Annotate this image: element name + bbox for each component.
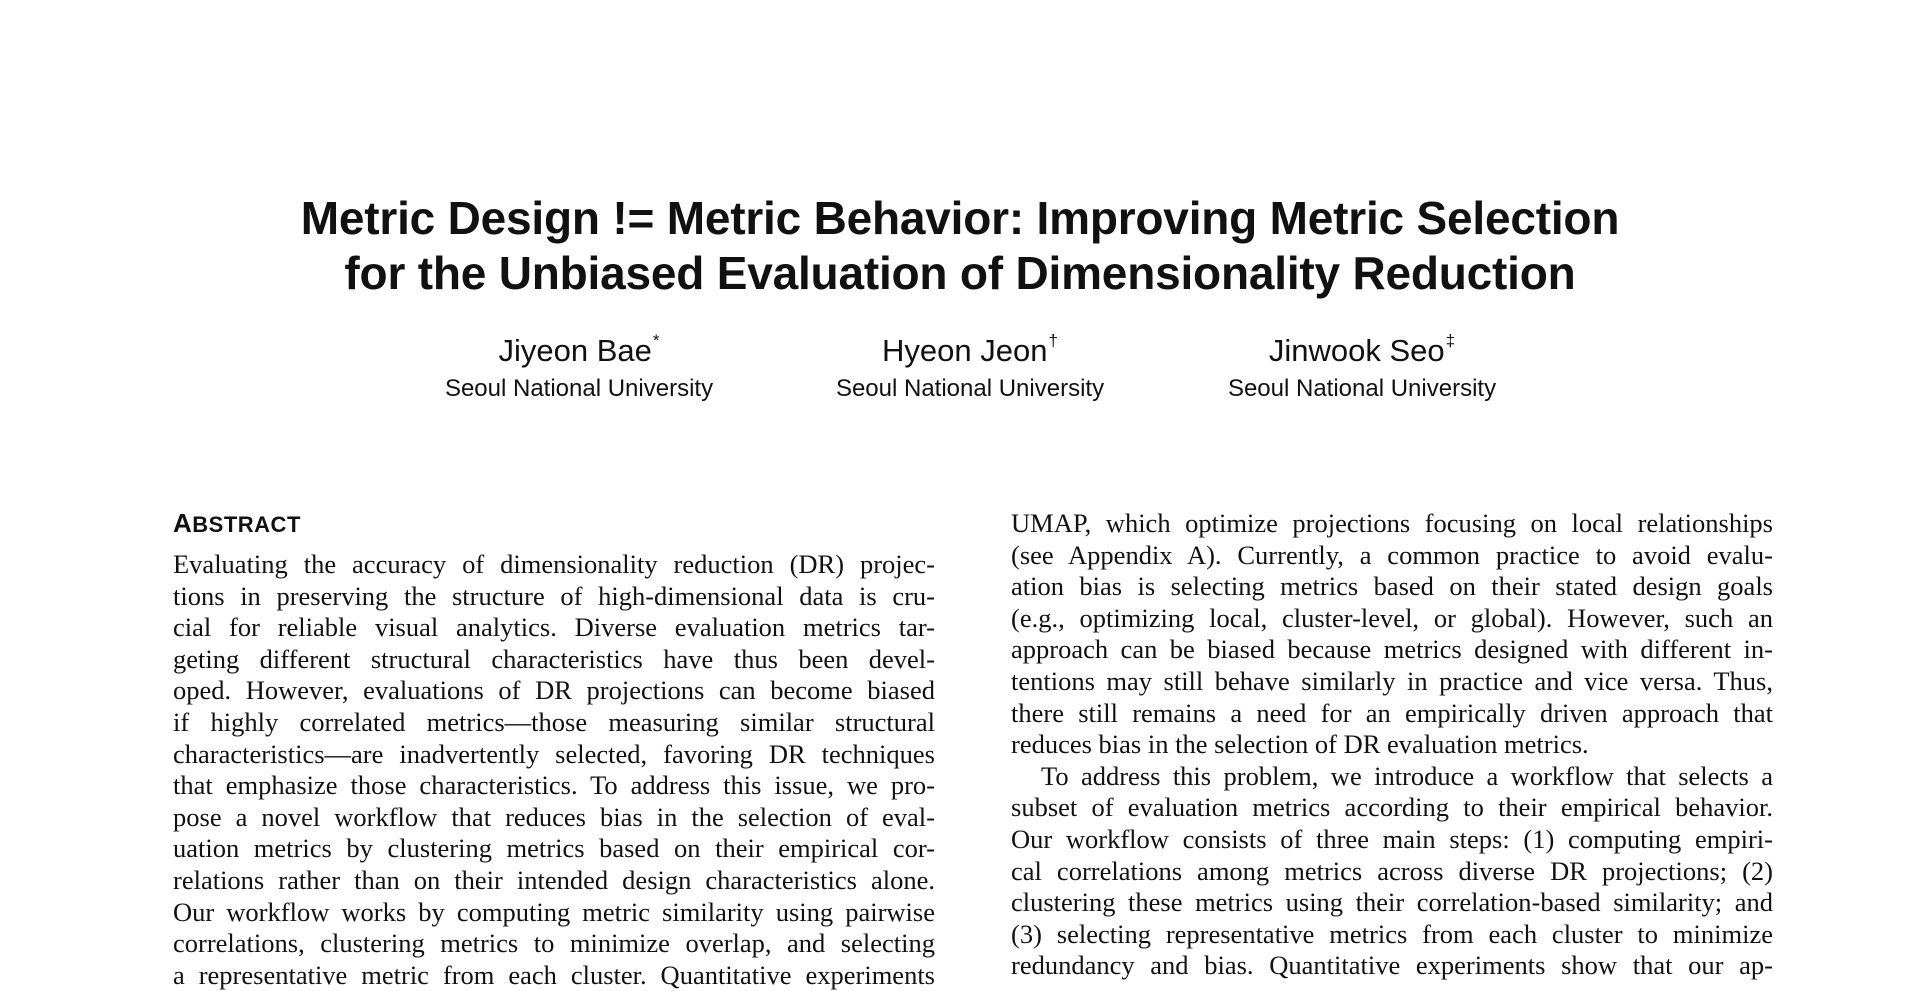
text-line: (3) selecting representative metrics from each cluster to minimize xyxy=(1011,918,1773,949)
text-line: if highly correlated metrics—those measuring similar structural xyxy=(173,706,935,737)
text-line: reduces bias in the selection of DR evaluation metrics. xyxy=(1011,729,1589,760)
author-name xyxy=(369,332,789,370)
text-line: oped. However, evaluations of DR projections can become biased xyxy=(173,675,935,706)
abstract-heading xyxy=(173,508,301,539)
text-line: clustering these metrics using their correlation-based similarity; and xyxy=(1011,887,1773,918)
text-line: cal correlations among metrics across diverse DR projections; (2) xyxy=(1011,855,1773,886)
author-name-text: Hyeon Jeon xyxy=(882,333,1048,368)
text-line: subset of evaluation metrics according to their empirical behavior. xyxy=(1011,792,1773,823)
text-line: a representative metric from each cluster. Quantitative experiments xyxy=(173,959,935,990)
abstract-heading-initial: A xyxy=(173,508,193,538)
text-line: pose a novel workflow that reduces bias in the selection of eval- xyxy=(173,801,935,832)
author-affiliation: Seoul National University xyxy=(444,375,714,402)
text-line: there still remains a need for an empirically driven approach that xyxy=(1011,697,1773,728)
author-block xyxy=(369,332,789,404)
text-line: Our workflow consists of three main steps: (1) computing empiri- xyxy=(1011,823,1773,854)
author-affiliation: Seoul National University xyxy=(1227,375,1497,402)
text-line: redundancy and bias. Quantitative experiments show that our ap- xyxy=(1011,950,1773,981)
paper-title-line-2: for the Unbiased Evaluation of Dimensionality Reduction xyxy=(344,247,1576,299)
text-line: Our workflow works by computing metric similarity using pairwise xyxy=(173,896,935,927)
author-footnote-mark: ‡ xyxy=(1445,330,1456,350)
text-line: (e.g., optimizing local, cluster-level, or global). However, such an xyxy=(1011,602,1773,633)
left-column-text xyxy=(173,549,935,991)
text-line: To address this problem, we introduce a workflow that selects a xyxy=(1041,760,1773,791)
text-line: that emphasize those characteristics. To address this issue, we pro- xyxy=(173,770,935,801)
text-line: uation metrics by clustering metrics based on their empirical cor- xyxy=(173,833,935,864)
text-line: tentions may still behave similarly in practice and vice versa. Thus, xyxy=(1011,665,1773,696)
text-line: correlations, clustering metrics to minimize overlap, and selecting xyxy=(173,928,935,959)
text-line: approach can be biased because metrics designed with different in- xyxy=(1011,634,1773,665)
text-line: Evaluating the accuracy of dimensionality reduction (DR) projec- xyxy=(173,549,935,579)
paper-title-line-1: Metric Design != Metric Behavior: Improving Metric Selection xyxy=(300,192,1620,244)
text-line: cial for reliable visual analytics. Diverse evaluation metrics tar- xyxy=(173,612,935,643)
text-line: (see Appendix A). Currently, a common practice to avoid evalu- xyxy=(1011,539,1773,570)
author-name-text: Jinwook Seo xyxy=(1268,333,1445,368)
text-line: geting different structural characteristics have thus been devel- xyxy=(173,643,935,674)
author-affiliation: Seoul National University xyxy=(835,375,1105,402)
author-footnote-mark: * xyxy=(652,330,660,350)
author-footnote-mark: † xyxy=(1048,330,1058,350)
text-line: tions in preserving the structure of high-dimensional data is cru- xyxy=(173,580,935,611)
author-name-text: Jiyeon Bae xyxy=(498,333,652,368)
text-line: relations rather than on their intended design characteristics alone. xyxy=(173,864,935,895)
author-block xyxy=(1152,332,1572,404)
author-name xyxy=(760,332,1180,370)
right-column-text xyxy=(1011,508,1773,982)
text-line: UMAP, which optimize projections focusing on local relationships xyxy=(1011,508,1773,538)
text-line: characteristics—are inadvertently selected, favoring DR techniques xyxy=(173,738,935,769)
author-name xyxy=(1152,332,1572,370)
author-block xyxy=(760,332,1180,404)
abstract-heading-rest: BSTRACT xyxy=(192,512,301,537)
text-line: ation bias is selecting metrics based on their stated design goals xyxy=(1011,571,1773,602)
